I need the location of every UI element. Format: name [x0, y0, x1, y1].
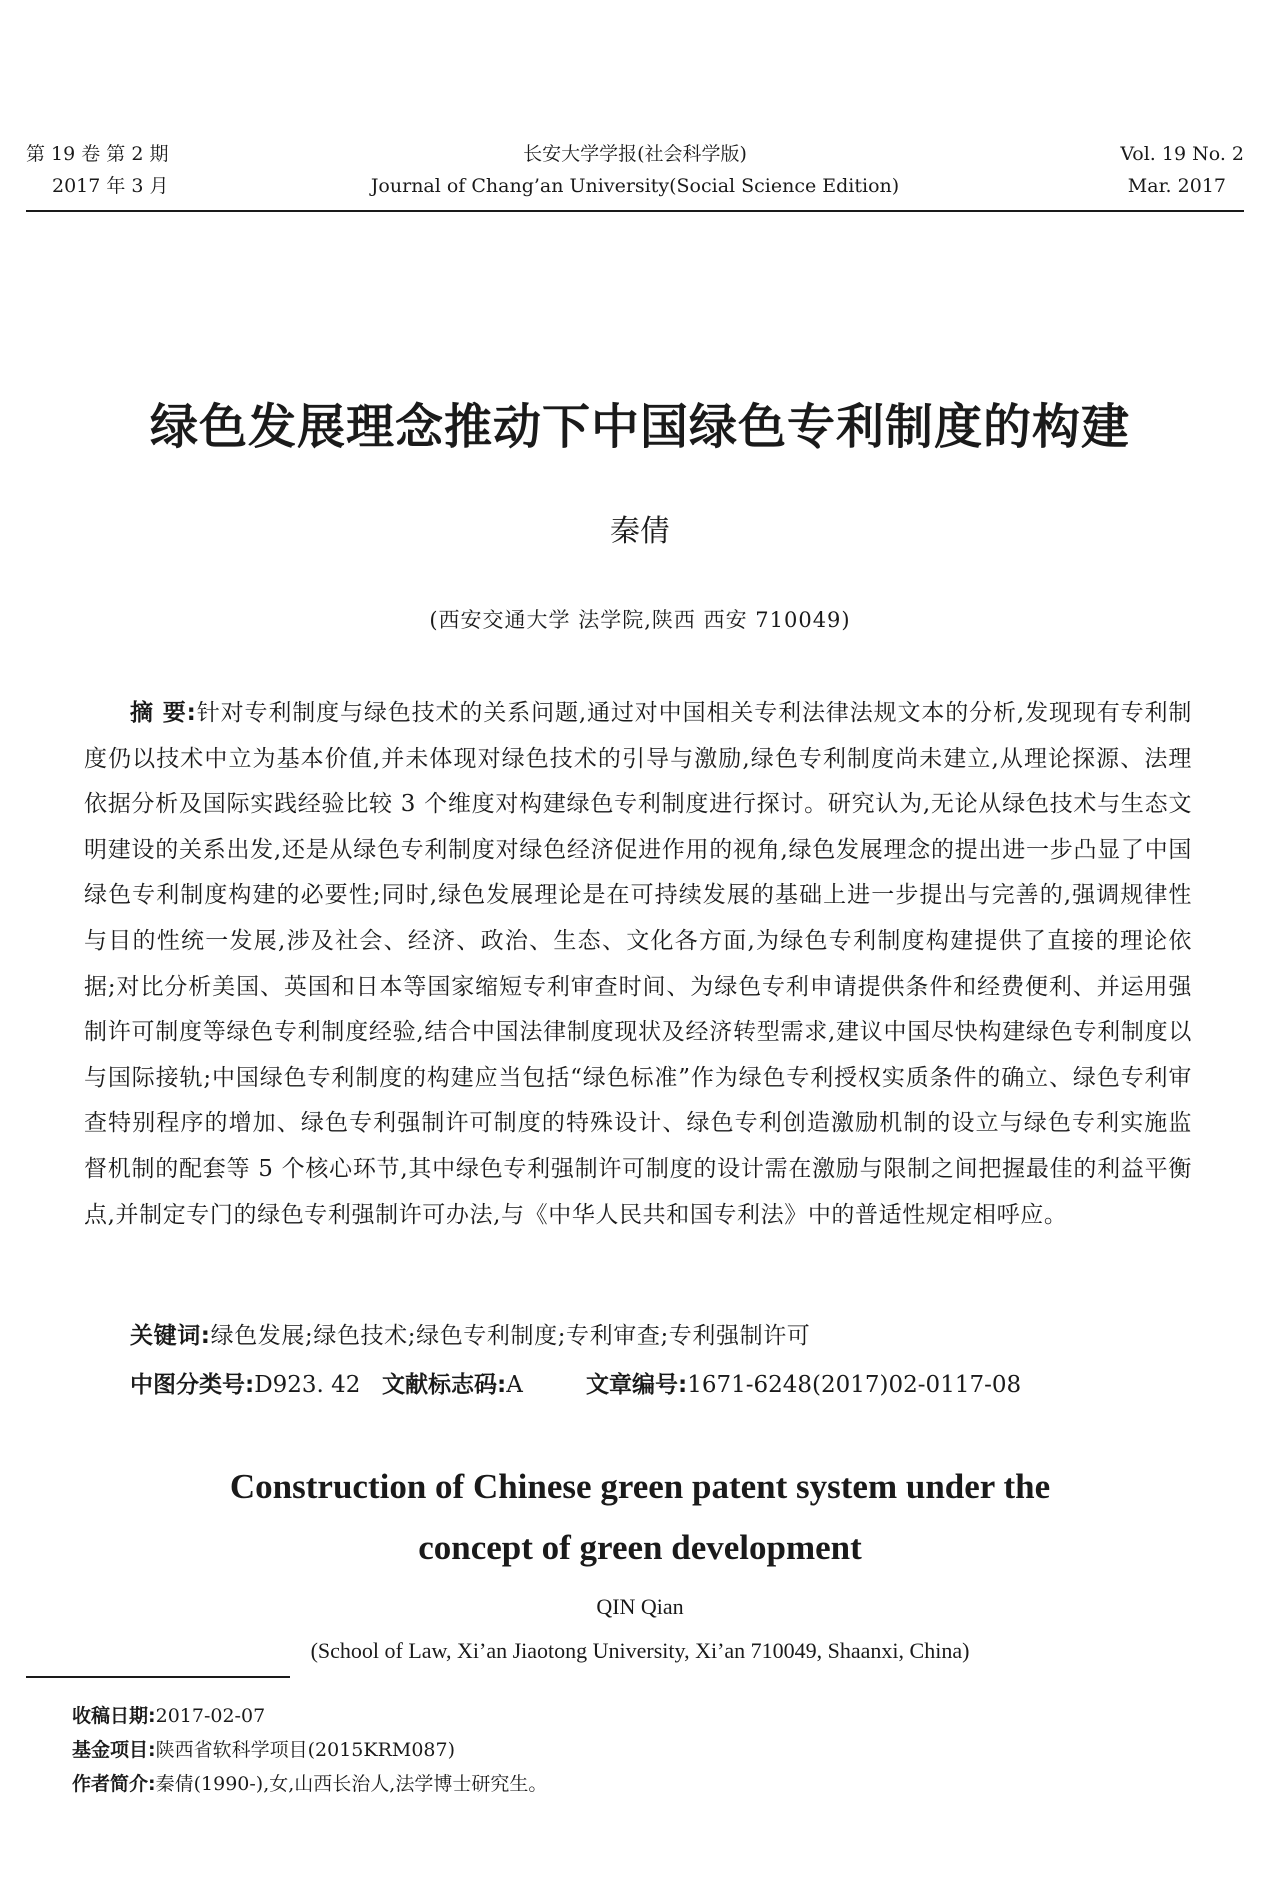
clc-value: D923. 42 — [254, 1372, 361, 1398]
document-code-value: A — [506, 1372, 523, 1398]
document-code-label: 文献标志码: — [382, 1372, 507, 1398]
journal-name-en: Journal of Chang’an University(Social Science Edition) — [370, 175, 900, 197]
title-en-line-1: Construction of Chinese green patent system under the — [229, 1467, 1051, 1506]
keywords — [130, 1317, 810, 1350]
publication-date-en: Mar. 2017 — [1127, 175, 1226, 197]
header-right — [1120, 138, 1244, 202]
fund-project-value: 陕西省软科学项目(2015KRM087) — [155, 1739, 456, 1761]
fund-project — [72, 1733, 547, 1767]
affiliation-cn: (西安交通大学 法学院,陕西 西安 710049) — [429, 608, 851, 632]
fund-project-label: 基金项目: — [72, 1739, 156, 1761]
clc-number — [130, 1366, 360, 1399]
abstract — [84, 691, 1192, 1238]
clc-label: 中图分类号: — [130, 1372, 255, 1398]
author-name-en: QIN Qian — [596, 1594, 684, 1619]
affiliation-en: (School of Law, Xi’an Jiaotong University, Xi’an 710049, Shaanxi, China) — [310, 1638, 970, 1663]
volume-issue-cn: 第 19 卷 第 2 期 — [26, 143, 169, 165]
journal-name-cn: 长安大学学报(社会科学版) — [523, 143, 747, 165]
author-bio-value: 秦倩(1990-),女,山西长治人,法学博士研究生。 — [155, 1773, 548, 1795]
author-bio-label: 作者简介: — [72, 1773, 156, 1795]
header-center — [26, 138, 1244, 202]
title-en-line-2: concept of green development — [418, 1528, 862, 1567]
author-name-cn: 秦倩 — [610, 514, 670, 549]
journal-header — [26, 138, 1244, 212]
article-number-label: 文章编号: — [586, 1372, 688, 1398]
abstract-label: 摘 要: — [130, 700, 197, 726]
footnotes — [72, 1699, 547, 1801]
article-title-en — [0, 1456, 1280, 1578]
author-bio — [72, 1767, 547, 1801]
footnote-divider — [26, 1676, 290, 1678]
received-date-label: 收稿日期: — [72, 1705, 156, 1727]
received-date — [72, 1699, 547, 1733]
article-title-cn: 绿色发展理念推动下中国绿色专利制度的构建 — [149, 399, 1130, 455]
article-number — [586, 1366, 1021, 1399]
document-code — [382, 1366, 523, 1399]
received-date-value: 2017-02-07 — [155, 1705, 266, 1727]
article-number-value: 1671-6248(2017)02-0117-08 — [687, 1372, 1022, 1398]
abstract-text: 针对专利制度与绿色技术的关系问题,通过对中国相关专利法律法规文本的分析,发现现有专利制度仍以技术中立为基本价值,并未体现对绿色技术的引导与激励,绿色专利制度尚未建立,从理论探源、法理依据分析及国际实践经验比较 3 个维度对构建绿色专利制度进行探讨。研究认为,无论从绿色技术与生态文明建设的关系出发,还是从绿色专利制度对绿色经济促进作用的视角,绿色发展理念的提出进一步凸显了中国绿色专利制度构建的必要性;同时,绿色发展理论是在可持续发展的基础上进一步提出与完善的,强调规律性与目的性统一发展,涉及社会、经济、政治、生态、文化各方面,为绿色专利制度构建提供了直接的理论依据;对比分析美国、英国和日本等国家缩短专利审查时间、为绿色专利申请提供条件和经费便利、并运用强制许可制度等绿色专利制度经验,结合中国法律制度现状及经济转型需求,建议中国尽快构建绿色专利制度以与国际接轨;中国绿色专利制度的构建应当包括“绿色标准”作为绿色专利授权实质条件的确立、绿色专利审查特别程序的增加、绿色专利强制许可制度的特殊设计、绿色专利创造激励机制的设立与绿色专利实施监督机制的配套等 5 个核心环节,其中绿色专利强制许可制度的设计需在激励与限制之间把握最佳的利益平衡点,并制定专门的绿色专利强制许可办法,与《中华人民共和国专利法》中的普适性规定相呼应。 — [84, 700, 1192, 1228]
publication-date-cn: 2017 年 3 月 — [52, 175, 169, 197]
keywords-label: 关键词: — [130, 1323, 211, 1349]
keywords-text: 绿色发展;绿色技术;绿色专利制度;专利审查;专利强制许可 — [210, 1323, 811, 1349]
volume-issue-en: Vol. 19 No. 2 — [1120, 143, 1244, 165]
